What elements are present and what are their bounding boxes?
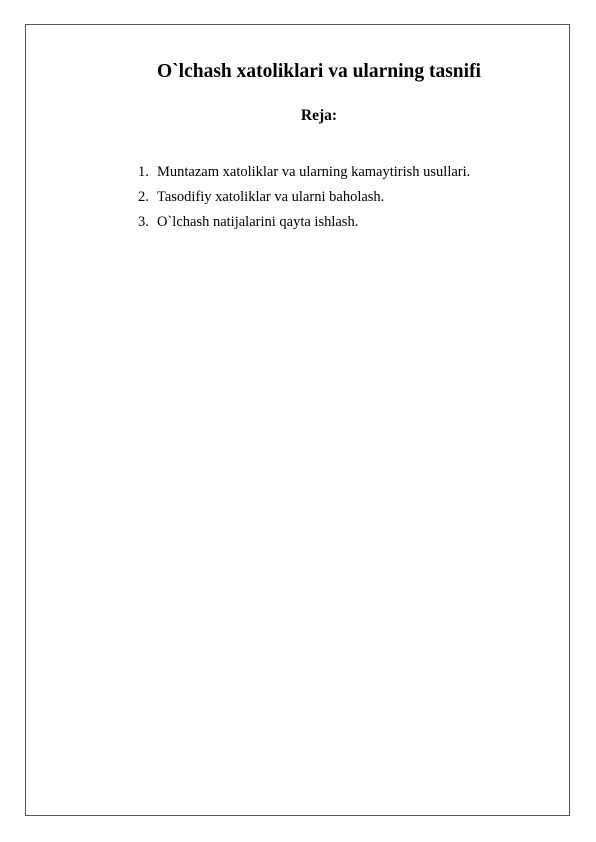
- plan-list: [138, 160, 470, 235]
- list-item-text: Muntazam xatoliklar va ularning kamaytirish usullari.: [157, 164, 471, 180]
- page-border: [25, 24, 570, 816]
- list-item-text: O`lchash natijalarini qayta ishlash.: [157, 214, 359, 230]
- list-item: [138, 210, 470, 235]
- list-item-text: Tasodifiy xatoliklar va ularni baholash.: [157, 189, 385, 205]
- plan-heading: Reja:: [300, 107, 338, 124]
- list-item-number: 2.: [138, 189, 149, 205]
- page-title: O`lchash xatoliklari va ularning tasnifi: [157, 61, 481, 82]
- list-item-number: 1.: [138, 164, 149, 180]
- list-item: [138, 185, 470, 210]
- list-item-number: 3.: [138, 214, 149, 230]
- list-item: [138, 160, 470, 185]
